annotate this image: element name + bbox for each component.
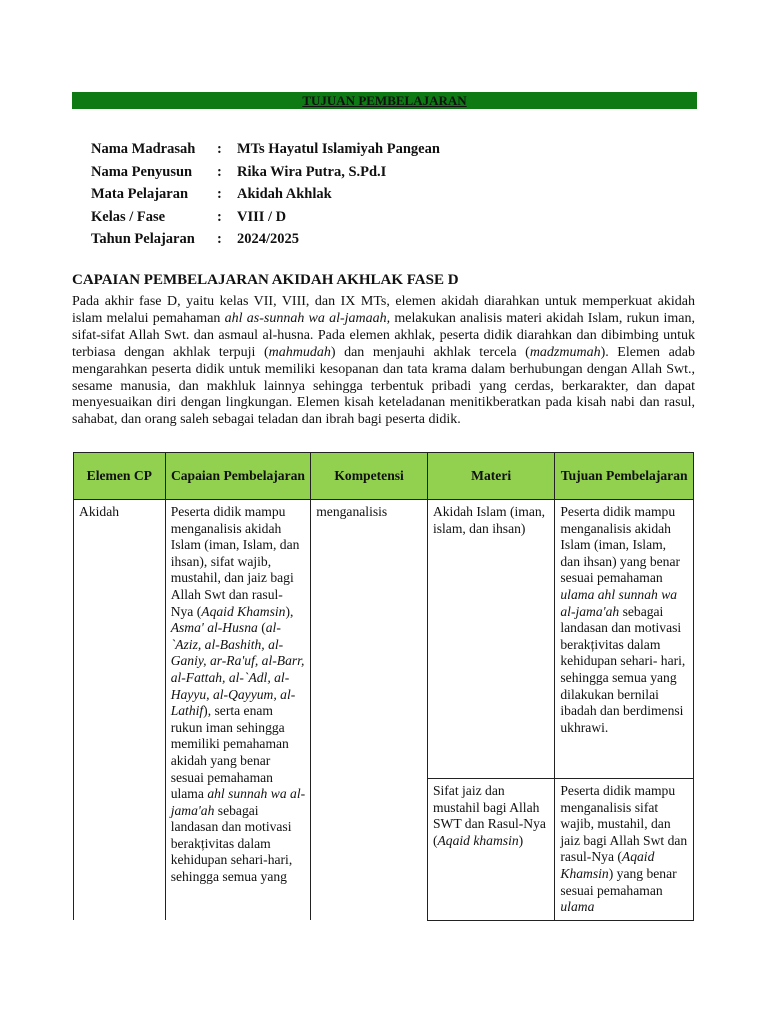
cell-capaian [165, 500, 311, 921]
info-value: Rika Wira Putra, S.Pd.I [237, 163, 387, 180]
cell-italic: ulama [560, 899, 595, 915]
info-label: Nama Penyusun [91, 163, 193, 180]
info-label: Kelas / Fase [91, 208, 166, 225]
info-row-mapel [91, 183, 440, 206]
info-colon: : [217, 141, 222, 157]
header-elemen-cp: Elemen CP [74, 453, 166, 500]
page-title: TUJUAN PEMBELAJARAN [72, 92, 697, 109]
info-row-tahun [91, 228, 440, 251]
info-row-penyusun [91, 161, 440, 184]
info-value: MTs Hayatul Islamiyah Pangean [237, 141, 440, 157]
info-colon: : [217, 208, 222, 225]
info-colon: : [217, 186, 222, 203]
paragraph-italic: madzmumah [529, 344, 601, 360]
cell-kompetensi: menganalisis [311, 500, 428, 921]
cell-italic: Aqaid khamsin [437, 832, 519, 848]
cell-text: ) yang benar sesuai pemahaman [560, 865, 677, 898]
info-row-kelas [91, 206, 440, 229]
cell-text: Peserta didik mampu menganalisis sifat wajib, mustahil, dan jaiz bagi Allah Swt dan rasul-Nya ( [560, 783, 688, 865]
section-heading: CAPAIAN PEMBELAJARAN AKIDAH AKHLAK FASE D [72, 272, 459, 288]
cell-italic: Aqaid Khamsin [560, 849, 655, 881]
info-colon: : [217, 163, 222, 180]
capaian-paragraph [72, 294, 695, 429]
table-header-row [74, 453, 694, 500]
header-kompetensi: Kompetensi [311, 453, 428, 500]
info-value: Akidah Akhlak [237, 186, 332, 203]
cell-materi: Akidah Islam (iman, islam, dan ihsan) [427, 500, 554, 779]
paragraph-text: ) dan menjauhi akhlak tercela ( [330, 344, 530, 360]
cell-tujuan [555, 500, 694, 779]
paragraph-italic: mahmudah [268, 344, 331, 360]
cell-italic: Aqaid Khamsin [201, 603, 286, 619]
info-label: Tahun Pelajaran [91, 231, 195, 248]
cell-text: ), [285, 603, 294, 619]
cell-italic: al- `Aziz, al-Bashith, al-Ganiy, ar-Ra'uf, al-Barr, al-Fattah, al-`Adl, al-Hayyu, al-Qayyum, al-Lathif [170, 620, 305, 719]
header-tujuan: Tujuan Pembelajaran [555, 453, 694, 500]
cell-text: ), serta enam rukun iman sehingga memiliki pemahaman akidah yang benar sesuai pemahaman ulama [170, 703, 289, 802]
cell-text: ) [518, 832, 524, 848]
info-value: VIII / D [237, 208, 287, 225]
info-row-madrasah [91, 138, 440, 161]
table-row [74, 500, 694, 779]
paragraph-text: Pada akhir fase D, yaitu kelas VII, VIII, dan IX MTs, elemen akidah diarahkan untuk memperkuat akidah islam melalui pemahaman [72, 294, 695, 326]
info-label: Mata Pelajaran [91, 186, 189, 203]
cell-text: Peserta didik mampu menganalisis akidah Islam (iman, Islam, dan ihsan) yang benar sesuai pemahaman [560, 504, 681, 586]
cell-text: sebagai landasan dan motivasi berakțivitas dalam kehidupan sehari- hari, sehingga semua yang dilakukan bernilai ibadah dan berdimensi ukhrawi. [560, 603, 686, 735]
cell-italic: ahl sunnah wa al-jama'ah [170, 786, 306, 818]
info-value: 2024/2025 [237, 231, 300, 248]
paragraph-italic: ahl as-sunnah wa al-jamaah, [224, 310, 391, 326]
info-colon: : [217, 231, 222, 248]
cell-text: Peserta didik mampu menganalisis akidah Islam (iman, Islam, dan ihsan), sifat wajib, mustahil, dan jaiz bagi Allah Swt dan rasul-Nya ( [170, 504, 300, 619]
identity-info [91, 138, 440, 251]
info-label: Nama Madrasah [91, 141, 196, 157]
paragraph-text: ). Elemen adab mengarahkan peserta didik untuk memiliki kesopanan dan tata krama dalam berhubungan dengan Allah Swt., sesame manusia, dan makhluk lainnya sehingga terbentuk pribadi yang cerdas, berkarakter, dan dapat menyesuaikan diri dengan lingkungan. Elemen kisah keteladanan menitikberatkan pada kisah nabi dan rasul, sahabat, dan orang saleh sebagai teladan dan ibrah bagi peserta didik. [72, 344, 696, 428]
header-capaian: Capaian Pembelajaran [165, 453, 311, 500]
learning-objectives-table [73, 452, 694, 921]
cell-elemen: Akidah [74, 500, 166, 921]
cell-text: ( [257, 620, 266, 636]
cell-materi [427, 779, 554, 921]
cell-italic: Asma' al-Husna [170, 620, 258, 636]
header-materi: Materi [427, 453, 554, 500]
cell-text: sebagai landasan dan motivasi berakțivitas dalam kehidupan sehari-hari, sehingga semua yang [170, 802, 293, 885]
cell-italic: ulama ahl sunnah wa al-jama'ah [560, 586, 678, 619]
cell-text: Sifat jaiz dan mustahil bagi Allah SWT dan Rasul-Nya ( [432, 783, 546, 848]
cell-tujuan [555, 779, 694, 921]
paragraph-text: melakukan analisis materi akidah Islam, rukun iman, sifat-sifat Allah Swt. dan asmaul al-husna. Pada elemen akhlak, peserta didik diarahkan dan dibimbing untuk terbiasa dengan akhlak terpuji ( [72, 310, 696, 360]
